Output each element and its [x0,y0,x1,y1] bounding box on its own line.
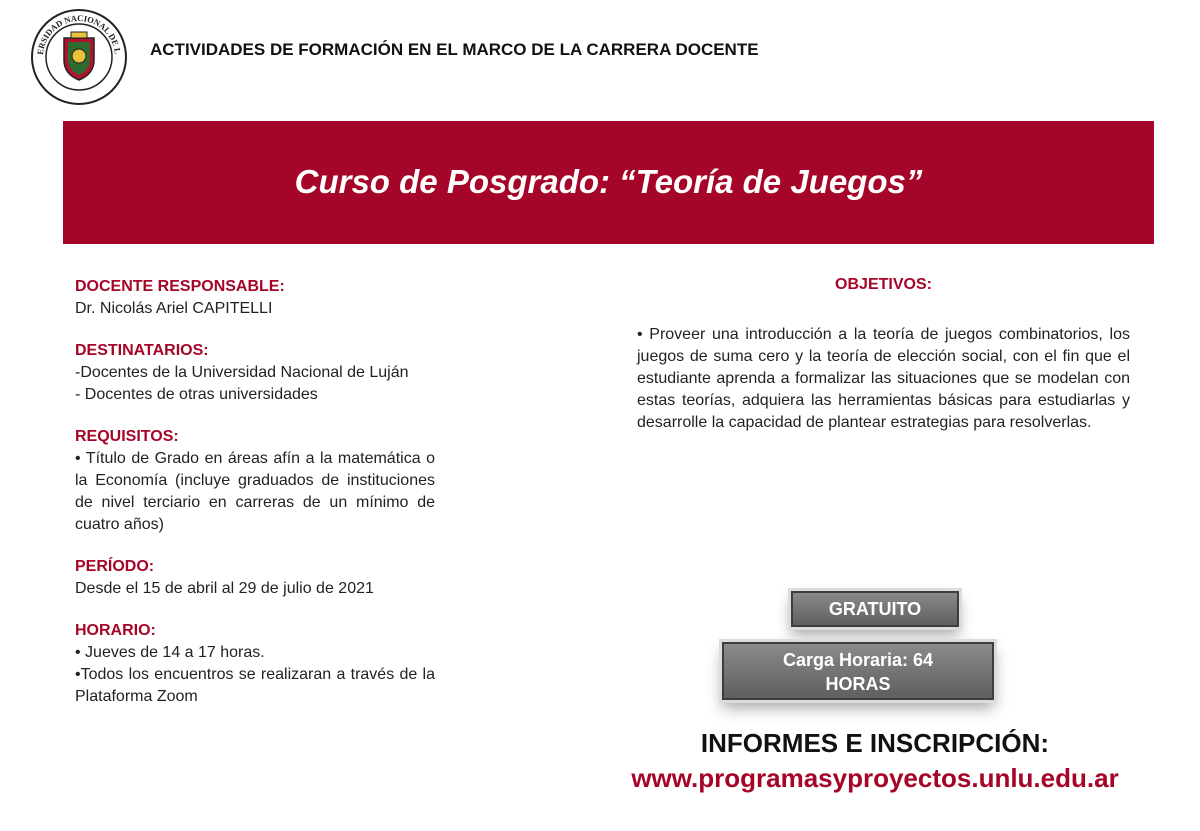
horario-item-2: •Todos los encuentros se realizaran a través de la Plataforma Zoom [75,666,435,705]
info-url-link[interactable]: www.programasyproyectos.unlu.edu.ar [631,763,1119,793]
hours-line-2: HORAS [825,674,891,694]
hours-line-1: Carga Horaria: 64 [782,650,934,670]
periodo-heading: PERÍODO: [75,558,155,575]
docente-name: Dr. Nicolás Ariel CAPITELLI [75,300,273,317]
svg-text:UNIVERSIDAD NACIONAL DE LUJÁN: ERSIDAD NACIONAL DE L [35,12,123,56]
header-title: ACTIVIDADES DE FORMACIÓN EN EL MARCO DE LA CARRERA DOCENTE [150,40,759,59]
info-heading: INFORMES E INSCRIPCIÓN: [700,728,1050,758]
docente-heading: DOCENTE RESPONSABLE: [75,278,285,295]
objetivos-heading: OBJETIVOS: [835,276,932,293]
requisitos-text: • Título de Grado en áreas afín a la matemática o la Economía (incluye graduados de instituciones de nivel terciario en carreras de un mínimo de cuatro años) [75,450,435,533]
destinatarios-item-2: - Docentes de otras universidades [75,386,318,403]
periodo-text: Desde el 15 de abril al 29 de julio de 2021 [75,580,374,597]
requisitos-heading: REQUISITOS: [75,428,179,445]
horario-heading: HORARIO: [75,622,156,639]
course-title: Curso de Posgrado: “Teoría de Juegos” [294,163,923,200]
title-banner [63,121,1154,244]
course-details-column [75,276,435,708]
university-seal-logo [30,8,128,106]
free-badge: GRATUITO [791,591,959,627]
hours-badge [722,642,994,700]
objetivos-text: • Proveer una introducción a la teoría de juegos combinatorios, los juegos de suma cero y la teoría de elección social, con el fin que el estudiante aprenda a formalizar las situaciones que se modelan con estas teorías, adquiera las herramientas básicas para estudiarlas y desarrolle la capacidad de plantear estrategias para resolverlas. [637,326,1130,431]
horario-item-1: • Jueves de 14 a 17 horas. [75,644,265,661]
destinatarios-item-1: -Docentes de la Universidad Nacional de Luján [75,364,409,381]
destinatarios-heading: DESTINATARIOS: [75,342,209,359]
